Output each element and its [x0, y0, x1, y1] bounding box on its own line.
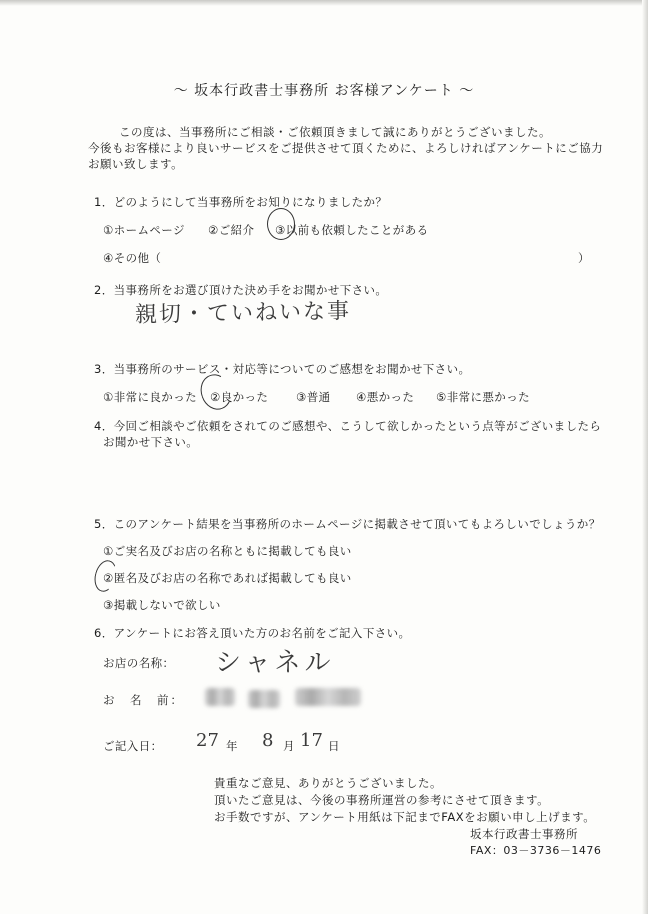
- q5-option-3: ③掲載しないで欲しい: [103, 598, 221, 612]
- q5-selection-circle: [91, 558, 120, 594]
- intro-line-1: この度は、当事務所にご相談・ご依頼頂きまして誠にありがとうございました。: [119, 125, 551, 139]
- q3-option-4: ④悪かった: [356, 390, 415, 404]
- q3-question: 3．当事務所のサービス・対応等についてのご感想をお聞かせ下さい。: [94, 362, 471, 376]
- survey-title: 〜 坂本行政書士事務所 お客様アンケート 〜: [173, 83, 475, 99]
- q5-option-1: ①ご実名及びお店の名称ともに掲載しても良い: [103, 544, 352, 558]
- fax-number: FAX：03－3736－1476: [470, 844, 602, 857]
- closing-line-2: 頂いたご意見は、今後の事務所運営の参考にさせて頂きます。: [214, 793, 550, 807]
- date-day-unit: 日: [328, 739, 340, 753]
- shop-name-label: お店の名称：: [103, 656, 175, 670]
- redacted-name-block-3: [295, 688, 361, 706]
- date-label: ご記入日：: [103, 739, 163, 753]
- customer-name-label: お 名 前：: [103, 693, 184, 707]
- q1-option-3: ③以前も依頼したことがある: [275, 223, 429, 237]
- date-month-handwritten: 8: [262, 730, 274, 751]
- closing-line-1: 貴重なご意見、ありがとうございました。: [214, 776, 442, 790]
- office-name: 坂本行政書士事務所: [470, 827, 578, 841]
- intro-line-2: 今後もお客様により良いサービスをご提供させて頂くために、よろしければアンケートにご協力: [88, 141, 604, 155]
- q4-question-line-1: 4．今回ご相談やご依頼をされてのご感想や、こうして欲しかったという点等がございましたら: [94, 419, 602, 433]
- q1-option-other-close: ）: [578, 251, 590, 265]
- q5-option-2: ②匿名及びお店の名称であれば掲載しても良い: [103, 571, 352, 585]
- date-day-handwritten: 17: [300, 730, 323, 751]
- q5-question: 5．このアンケート結果を当事務所のホームページに掲載させて頂いてもよろしいでしょうか？: [94, 517, 601, 531]
- scan-top-edge: [0, 0, 648, 6]
- closing-line-3: お手数ですが、アンケート用紙は下記までFAXをお願い申し上げます。: [214, 810, 596, 824]
- intro-line-3: お願い致します。: [88, 157, 184, 171]
- q3-option-5: ⑤非常に悪かった: [436, 390, 531, 404]
- q1-option-other: ④その他（: [103, 251, 162, 265]
- date-month-unit: 月: [283, 739, 295, 753]
- q2-question: 2．当事務所をお選び頂けた決め手をお聞かせ下さい。: [94, 283, 388, 297]
- q1-option-2: ②ご紹介: [208, 223, 255, 237]
- q3-option-2: ②良かった: [210, 390, 269, 404]
- q2-handwritten-answer: 親切・ていねいな事: [134, 299, 352, 328]
- q6-question: 6．アンケートにお答え頂いた方のお名前をご記入下さい。: [94, 626, 411, 640]
- q4-question-line-2: お聞かせ下さい。: [103, 435, 199, 449]
- q1-question: 1．どのようにして当事務所をお知りになりましたか？: [94, 195, 388, 209]
- q1-selection-circle: [267, 208, 295, 240]
- q3-option-1: ①非常に良かった: [103, 390, 198, 404]
- q3-option-3: ③普通: [296, 390, 331, 404]
- date-year-handwritten: 27: [196, 730, 219, 751]
- redacted-name-block-1: [205, 688, 235, 706]
- scan-right-edge: [642, 0, 648, 914]
- redacted-name-block-2: [248, 690, 280, 708]
- shop-name-handwritten: シャネル: [215, 648, 335, 678]
- date-year-unit: 年: [226, 739, 238, 753]
- q1-option-1: ①ホームページ: [103, 223, 185, 237]
